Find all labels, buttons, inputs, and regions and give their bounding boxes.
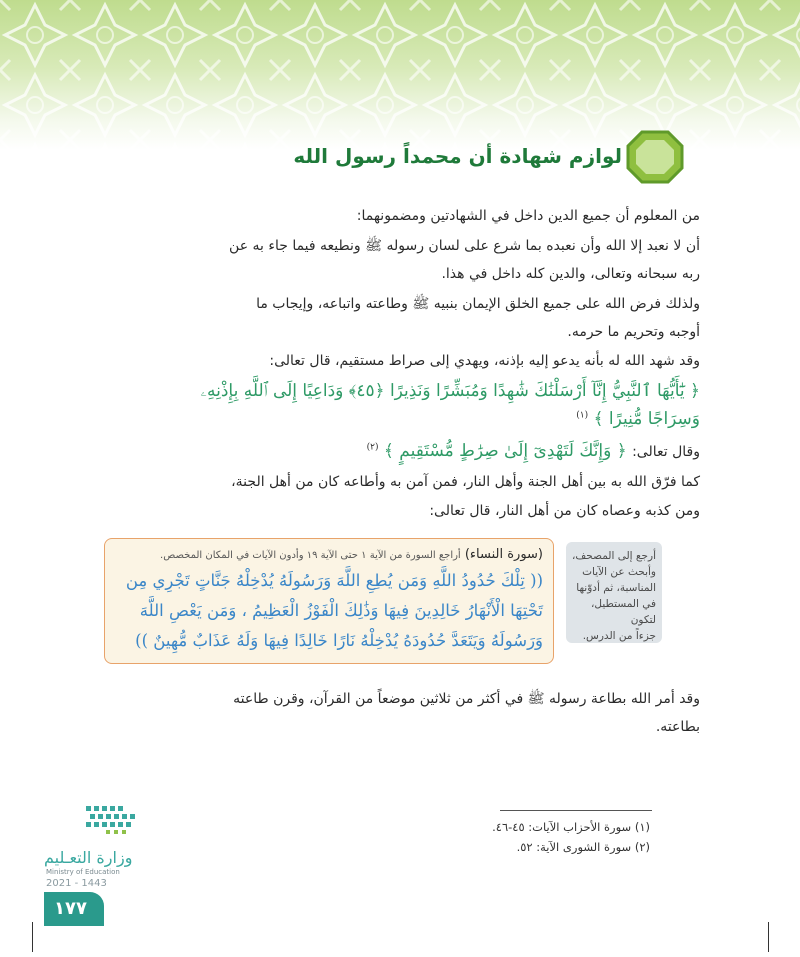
quran-verse: ﴿ يَٰٓأَيُّهَا ٱلنَّبِيُّ إِنَّآ أَرْسَلْنَٰكَ شَٰهِدًا وَمُبَشِّرًا وَنَذِيرًا ﴿٤٥﴾ وَدَاعِيًا إِلَى ٱللَّهِ بِإِذْنِهِۦ — [200, 381, 700, 401]
activity-sidebox — [566, 542, 662, 643]
footnote: (٢) سورة الشورى الآية: ٥٢. — [516, 840, 650, 854]
verse-intro: وقال تعالى: — [632, 444, 700, 460]
paragraph-line: وقد أمر الله بطاعة رسوله ﷺ في أكثر من ثلاثين موضعاً من القرآن، وقرن طاعته — [233, 691, 700, 707]
section-heading — [293, 128, 692, 186]
box-verse-line: تَحْتِهَا الْأَنْهَارُ خَالِدِينَ فِيهَا وَذَٰلِكَ الْفَوْزُ الْعَظِيمُ ، وَمَن يَعْصِ اللَّهَ — [139, 601, 543, 620]
quran-verse-text: وَسِرَاجًا مُّنِيرًا ﴾ — [593, 409, 700, 429]
quran-writing-box — [104, 538, 554, 664]
footnote: (١) سورة الأحزاب الآيات: ٤٥-٤٦. — [492, 820, 650, 834]
paragraph-line: بطاعته. — [655, 719, 700, 735]
crop-mark — [768, 922, 769, 952]
box-header — [160, 547, 543, 562]
box-instruction: أراجع السورة من الآية ١ حتى الآية ١٩ وأدون الآيات في المكان المخصص. — [160, 550, 461, 561]
box-verse-line: (( تِلْكَ حُدُودُ اللَّهِ وَمَن يُطِعِ اللَّهَ وَرَسُولَهُ يُدْخِلْهُ جَنَّاتٍ تَجْرِي مِن — [125, 571, 543, 590]
quran-verse — [576, 408, 700, 429]
paragraph-line: من المعلوم أن جميع الدين داخل في الشهادتين ومضمونهما: — [356, 208, 700, 224]
page-number: ١٧٧ — [54, 898, 87, 919]
ministry-name-arabic: وزارة التعـليم — [44, 848, 133, 867]
crop-mark — [32, 922, 33, 952]
quran-verse-text: ﴿ وَإِنَّكَ لَتَهْدِىٓ إِلَىٰ صِرَٰطٍ مُّسْتَقِيمٍ ﴾ — [383, 441, 627, 461]
paragraph-line: ولذلك فرض الله على جميع الخلق الإيمان بنبيه ﷺ وطاعته واتباعه، وإيجاب ما — [256, 296, 700, 312]
section-title: لوازم شهادة أن محمداً رسول الله — [293, 144, 622, 168]
edition-year: 2021 - 1443 — [46, 878, 107, 889]
ministry-name-english: Ministry of Education — [46, 868, 120, 876]
footnote-ref: (٢) — [366, 442, 379, 453]
box-verse-line: وَرَسُولَهُ وَيَتَعَدَّ حُدُودَهُ يُدْخِلْهُ نَارًا خَالِدًا فِيهَا وَلَهُ عَذَابٌ مُّهِينٌ )) — [135, 631, 543, 650]
paragraph-line: أن لا نعبد إلا الله وأن نعبده بما شرع على لسان رسوله ﷺ ونطيعه فيما جاء به عن — [229, 238, 700, 254]
paragraph-line: كما فرّق الله به بين أهل الجنة وأهل النار، فمن آمن به وأطاعه كان من أهل الجنة، — [231, 474, 700, 490]
sidebox-line: المناسبة، ثم أدوّنها — [576, 582, 656, 594]
sidebox-line: وأبحث عن الآيات — [582, 566, 656, 578]
sidebox-line: في المستطيل، لتكون — [591, 598, 656, 626]
footnote-ref: (١) — [576, 410, 589, 421]
sidebox-line: جزءاً من الدرس. — [582, 630, 656, 642]
octagon-badge-icon — [624, 128, 686, 186]
paragraph-line: ومن كذبه وعصاه كان من أهل النار، قال تعالى: — [429, 503, 700, 519]
paragraph-line: ربه سبحانه وتعالى، والدين كله داخل في هذا. — [441, 266, 700, 282]
footnote-divider — [500, 810, 652, 811]
surah-name: (سورة النساء) — [464, 547, 543, 562]
paragraph-line: وقد شهد الله له بأنه يدعو إليه بإذنه، ويهدي إلى صراط مستقيم، قال تعالى: — [269, 353, 700, 369]
sidebox-line: أرجع إلى المصحف، — [572, 550, 656, 562]
paragraph-line: أوجبه وتحريم ما حرمه. — [567, 324, 700, 340]
quran-verse-line — [367, 440, 700, 461]
